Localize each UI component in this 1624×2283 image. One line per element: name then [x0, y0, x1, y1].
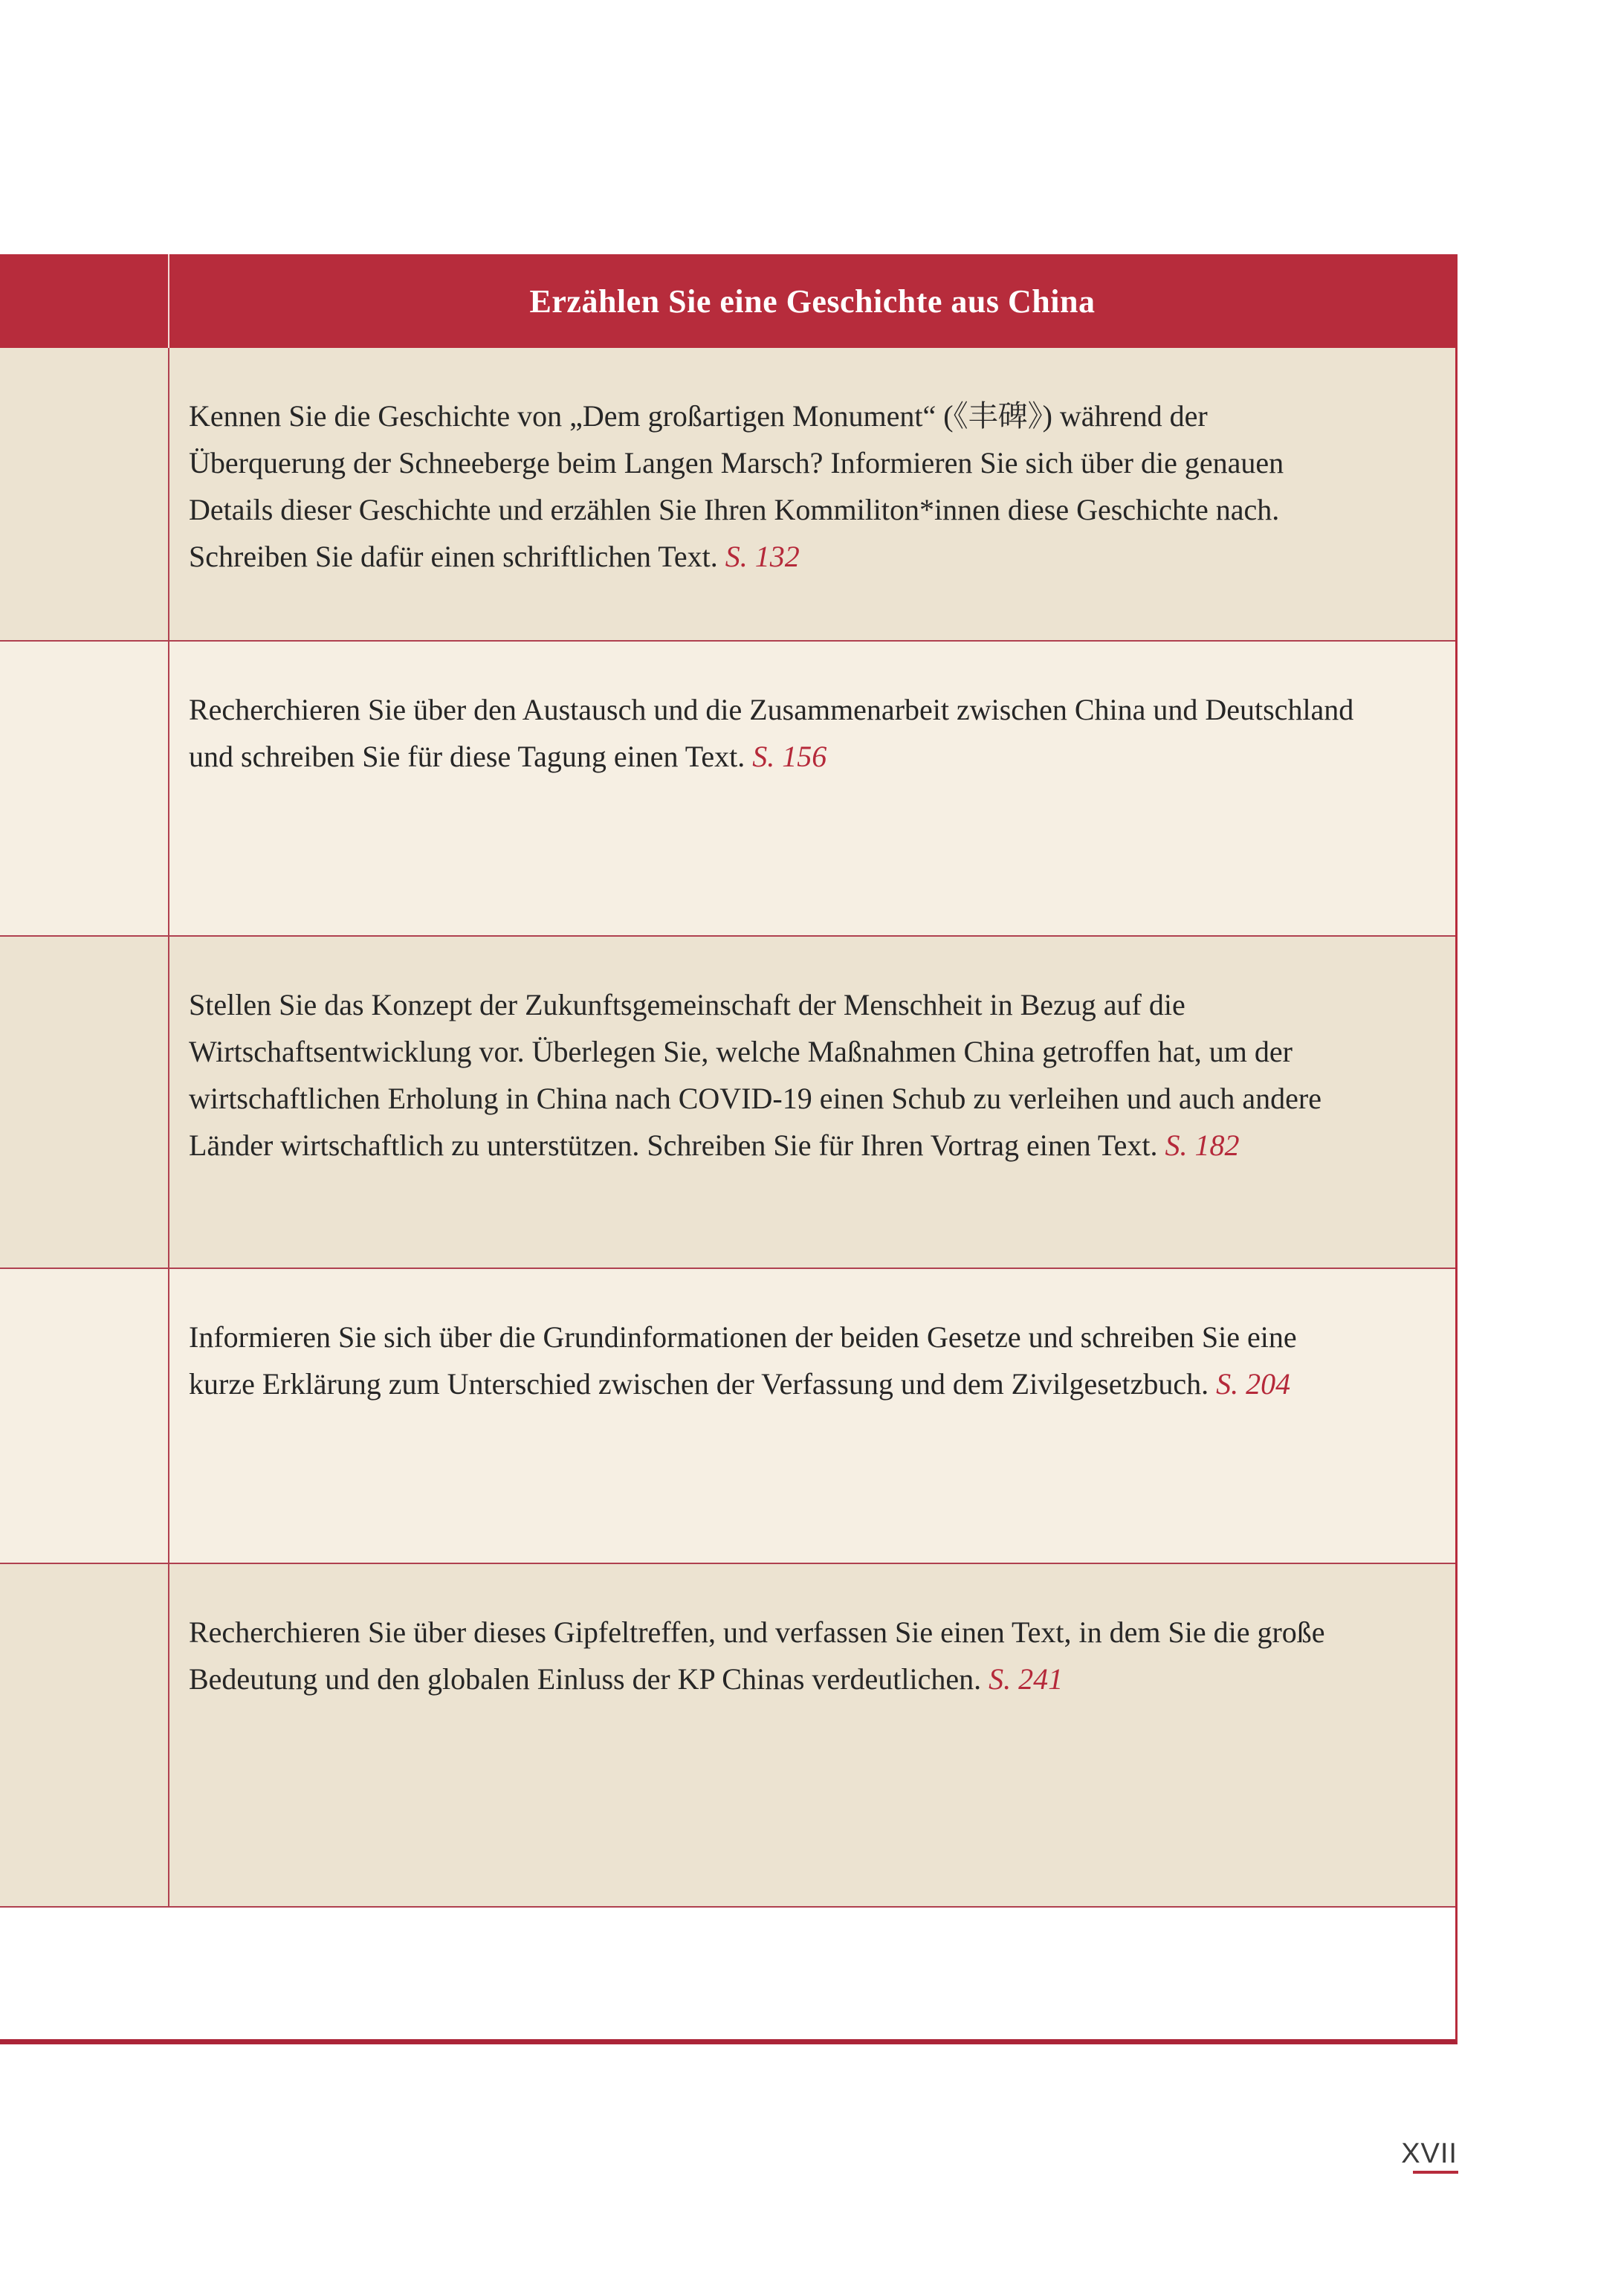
- table-title: Erzählen Sie eine Geschichte aus China: [529, 282, 1096, 320]
- row-1-stub-cell: [0, 348, 169, 640]
- task-text: Kennen Sie die Geschichte von „Dem großartigen Monument“ (《丰碑》) während der Überquerung der Schneeberge beim Langen Marsch? Informieren Sie sich über die genauen Details dieser Geschichte und erzählen Sie Ihren Kommiliton*innen diese Geschichte nach. Schreiben Sie dafür einen schriftlichen Text.: [189, 399, 1284, 573]
- page-number: XVII: [1401, 2138, 1458, 2169]
- row-4-task-cell: [169, 1269, 1455, 1563]
- empty-footer-row: [0, 1908, 1455, 2039]
- header-stub-cell: [0, 254, 169, 348]
- row-2-stub-cell: [0, 642, 169, 935]
- page-ref: S. 156: [752, 740, 827, 773]
- task-text: Recherchieren Sie über dieses Gipfeltreffen, und verfassen Sie einen Text, in dem Sie die große Bedeutung und den globalen Einluss der KP Chinas verdeutlichen.: [189, 1615, 1325, 1696]
- row-4-stub-cell: [0, 1269, 169, 1563]
- page-ref: S. 132: [725, 540, 800, 573]
- row-3-stub-cell: [0, 937, 169, 1268]
- page-ref: S. 182: [1165, 1128, 1240, 1162]
- task-row-3: [0, 937, 1455, 1269]
- task-text: Stellen Sie das Konzept der Zukunftsgemeinschaft der Menschheit in Bezug auf die Wirtschaftsentwicklung vor. Überlegen Sie, welche Maßnahmen China getroffen hat, um der wirtschaftlichen Erholung in China nach COVID-19 einen Schub zu verleihen und auch andere Länder wirtschaftlich zu unterstützen. Schreiben Sie für Ihren Vortrag einen Text.: [189, 988, 1321, 1162]
- task-row-4: [0, 1269, 1455, 1564]
- task-text: Recherchieren Sie über den Austausch und die Zusammenarbeit zwischen China und Deutschland und schreiben Sie für diese Tagung einen Text.: [189, 693, 1354, 773]
- task-row-1: [0, 348, 1455, 642]
- row-2-task-cell: [169, 642, 1455, 935]
- row-5-task-cell: [169, 1564, 1455, 1906]
- row-3-task-cell: [169, 937, 1455, 1268]
- task-table: [0, 254, 1458, 2044]
- task-row-5: [0, 1564, 1455, 1908]
- table-header-row: [0, 254, 1455, 348]
- page-ref: S. 241: [989, 1662, 1064, 1696]
- page-number-underline: [1413, 2171, 1458, 2174]
- empty-footer-cell: [0, 1908, 1455, 2039]
- row-1-task-cell: [169, 348, 1455, 640]
- row-5-stub-cell: [0, 1564, 169, 1906]
- page-ref: S. 204: [1216, 1367, 1291, 1401]
- task-row-2: [0, 642, 1455, 937]
- task-text: Informieren Sie sich über die Grundinformationen der beiden Gesetze und schreiben Sie eine kurze Erklärung zum Unterschied zwischen der Verfassung und dem Zivilgesetzbuch.: [189, 1320, 1297, 1401]
- header-title-cell: [169, 254, 1455, 348]
